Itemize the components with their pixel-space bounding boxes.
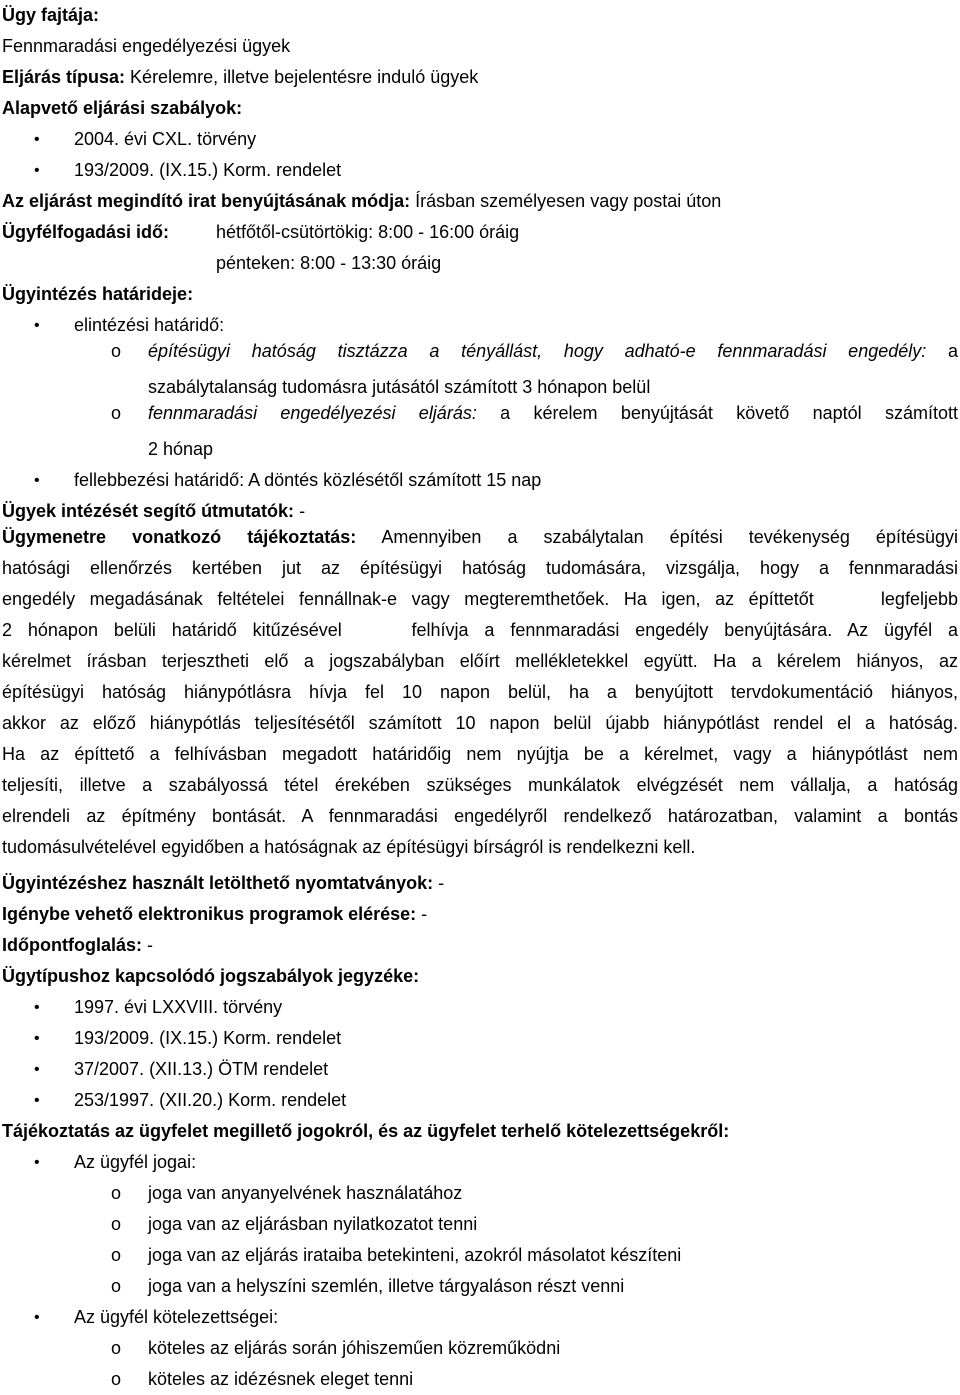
process-info-line: elrendeli az építmény bontását. A fennmaradási engedélyről rendelkező határozatban, valamint a bontás [2,806,958,826]
client-obligation-item: o köteles az eljárás során jóhiszeműen közreműködni [2,1333,958,1364]
legislation-label: Ügytípushoz kapcsolódó jogszabályok jegyzéke: [2,966,420,986]
office-hours-label: Ügyfélfogadási idő: [2,222,170,242]
basic-rules-label: Alapvető eljárási szabályok: [2,98,243,118]
guides [2,496,958,527]
legislation-item: • 193/2009. (IX.15.) Korm. rendelet [2,1023,958,1054]
submission-method [2,186,958,217]
process-info-line: 2 hónapon belüli határidő kitűzésével felhívja a fennmaradási engedély benyújtására. Az ügyfél a [2,620,958,640]
forms [2,868,958,899]
guides-label: Ügyek intézését segítő útmutatók: [2,501,295,521]
process-info-line: akkor az előző hiánypótlás teljesítésétől számított 10 napon belül újabb hiánypótlást rendel el a hatóság. [2,713,958,733]
process-info-line: kérelmet írásban terjesztheti elő a jogszabályban előírt mellékletekkel együtt. Ha a kérelem hiányos, az [2,651,958,671]
deadline-sub-item-cont: szabálytalanság tudomásra jutásától számított 3 hónapon belül [148,377,651,397]
legislation-item: • 37/2007. (XII.13.) ÖTM rendelet [2,1054,958,1085]
process-info-line: hatósági ellenőrzés kertében jut az építésügyi hatóság tudomására, vizsgálja, hogy a fennmaradási [2,558,958,578]
submission-method-value: Írásban személyesen vagy postai úton [410,191,722,211]
appointment-label: Időpontfoglalás: [2,935,142,955]
deadline-item: • elintézési határidő: [2,310,958,341]
e-programs [2,899,958,930]
e-programs-value: - [416,904,428,924]
legislation-item: • 1997. évi LXXVIII. törvény [2,992,958,1023]
forms-label: Ügyintézéshez használt letölthető nyomtatványok: [2,873,434,893]
office-hours-weekdays: hétfőtől-csütörtökig: 8:00 - 16:00 óráig [216,222,520,242]
submission-method-label: Az eljárást megindító irat benyújtásának módja: [2,191,411,211]
basic-rules-item: • 2004. évi CXL. törvény [2,124,958,155]
client-right-item: o joga van az eljárásban nyilatkozatot tenni [2,1209,958,1240]
appointment-value: - [141,935,153,955]
procedure-type [2,62,958,93]
deadline-label: Ügyintézés határideje: [2,284,194,304]
deadline-sub-item-cont: 2 hónap [148,439,214,459]
office-hours [2,217,958,248]
client-obligations-label: • Az ügyfél kötelezettségei: [2,1302,958,1333]
process-info-label: Ügymenetre vonatkozó tájékoztatás: [2,527,357,547]
process-info-line: Ügymenetre vonatkozó tájékoztatás: Amennyiben a szabálytalan építési tevékenység építésügyi [2,527,958,547]
appeal-deadline: • fellebbezési határidő: A döntés közlésétől számított 15 nap [2,465,958,496]
case-type-label: Ügy fajtája: [2,5,100,25]
client-obligation-item: o köteles az idézésnek eleget tenni [2,1364,958,1395]
rights-obligations-label: Tájékoztatás az ügyfelet megillető jogokról, és az ügyfelet terhelő kötelezettségekről: [2,1121,730,1141]
process-info-line: tudomásulvételével egyidőben a hatóságnak az építésügyi bírságról is rendelkezni kell. [2,837,696,857]
appointment [2,930,958,961]
process-info-line: építésügyi hatóság hiánypótlásra hívja fel 10 napon belül, ha a benyújtott tervdokumentáció hiányos, [2,682,958,702]
procedure-type-label: Eljárás típusa: [2,67,126,87]
client-right-item: o joga van anyanyelvének használatához [2,1178,958,1209]
guides-value: - [294,501,306,521]
process-info-line: teljesíti, illetve a szabályossá tétel érekében szükséges munkálatok elvégzését nem vállalja, a hatóság [2,775,958,795]
process-info-line: Ha az építtető a felhívásban megadott határidőig nem nyújtja be a kérelmet, vagy a hiánypótlást nem [2,744,958,764]
deadline-sub-item: o fennmaradási engedélyezési eljárás: a kérelem benyújtását követő naptól számított [2,403,958,434]
case-type-value: Fennmaradási engedélyezési ügyek [2,36,291,56]
client-right-item: o joga van az eljárás irataiba betekinteni, azokról másolatot készíteni [2,1240,958,1271]
client-rights-label: • Az ügyfél jogai: [2,1147,958,1178]
forms-value: - [433,873,445,893]
procedure-type-value: Kérelemre, illetve bejelentésre induló ügyek [125,67,479,87]
basic-rules-item: • 193/2009. (IX.15.) Korm. rendelet [2,155,958,186]
e-programs-label: Igénybe vehető elektronikus programok elérése: [2,904,417,924]
legislation-item: • 253/1997. (XII.20.) Korm. rendelet [2,1085,958,1116]
client-right-item: o joga van a helyszíni szemlén, illetve tárgyaláson részt venni [2,1271,958,1302]
deadline-sub-item: o építésügyi hatóság tisztázza a tényállást, hogy adható-e fennmaradási engedély: a [2,341,958,372]
process-info-line: engedély megadásának feltételei fennállnak-e vagy megteremthetőek. Ha igen, az építtetőt legfeljebb [2,589,958,609]
office-hours-friday: pénteken: 8:00 - 13:30 óráig [216,253,442,273]
